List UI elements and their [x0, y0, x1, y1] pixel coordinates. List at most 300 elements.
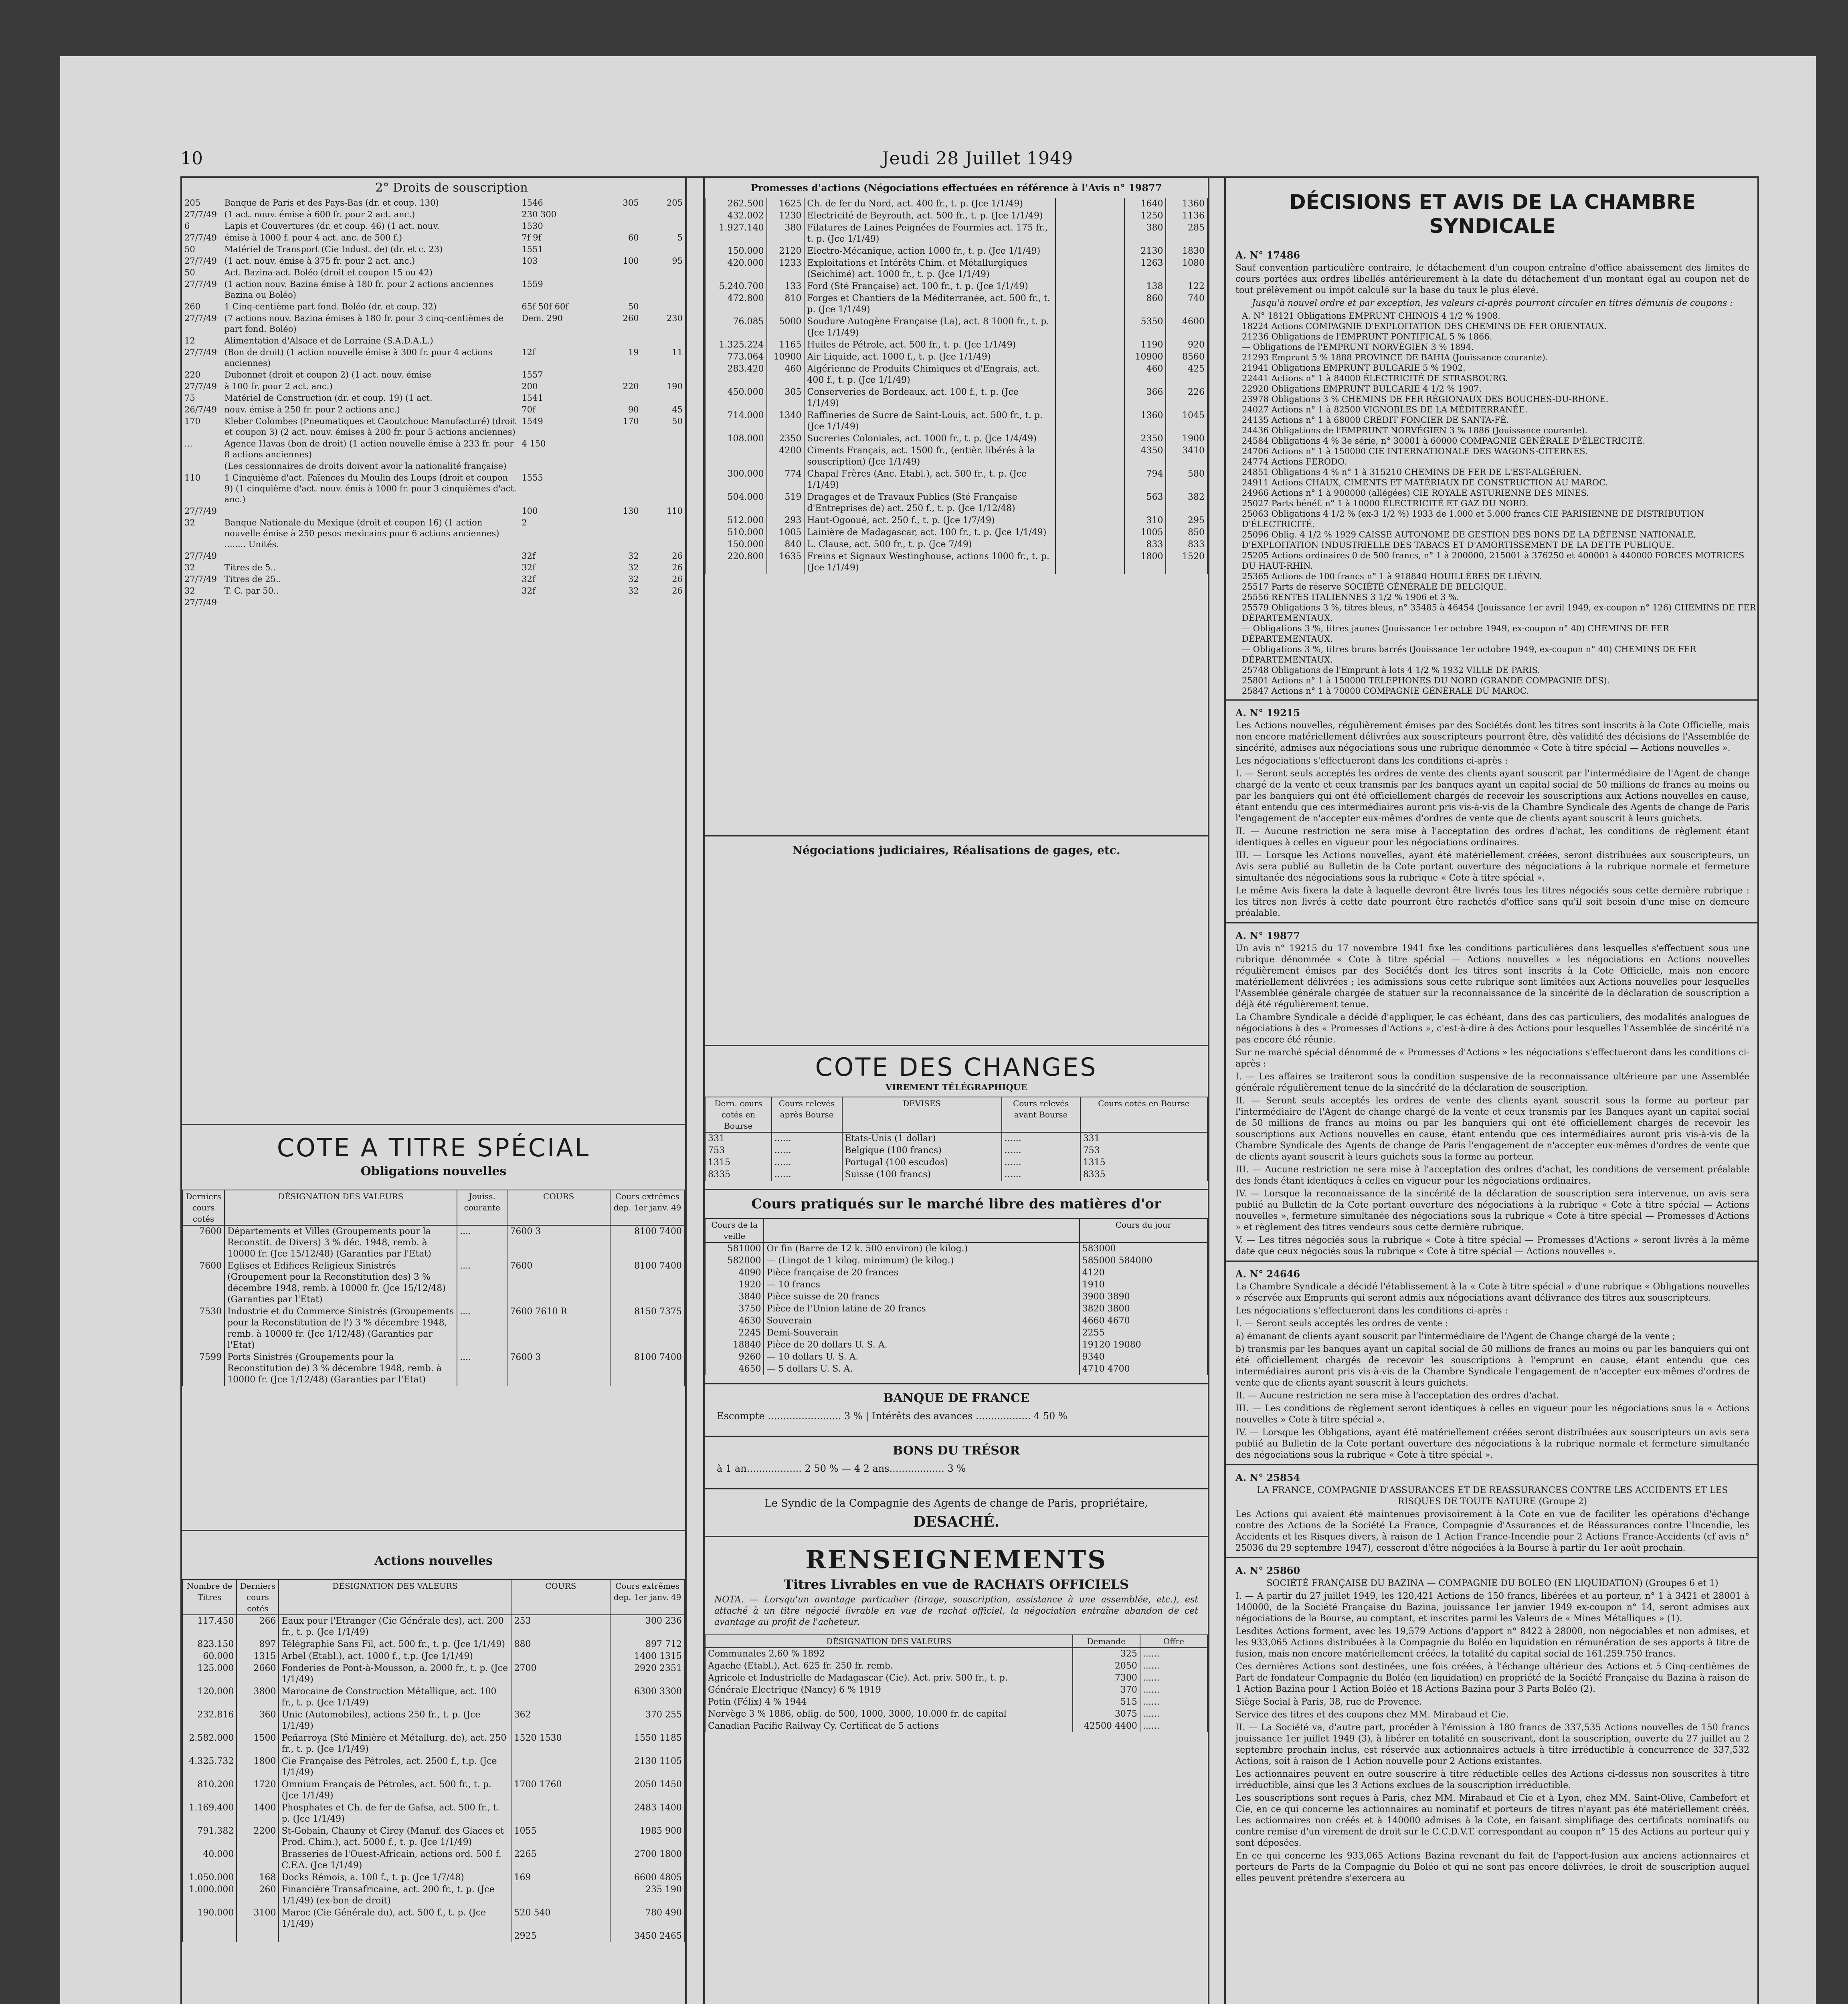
row-date: ... [184, 439, 193, 448]
row-name: nouv. émise à 250 fr. pour 2 actions anc.) [224, 405, 400, 414]
promesses-section [705, 178, 1208, 835]
or-title: Cours pratiqués sur le marché libre des matières d'or [751, 1196, 1161, 1212]
row-previous: 582000 [705, 1255, 764, 1267]
table-row [705, 1339, 1207, 1351]
row-name: Générale Electrique (Nancy) 6 % 1919 [705, 1684, 1073, 1696]
row-date: 27/7/49 [184, 551, 217, 561]
row-demand: 42500 4400 [1073, 1720, 1140, 1732]
row-previous: 3750 [705, 1303, 764, 1315]
row-name: Ford (Sté Française) act. 100 fr., t. p. (Jce 1/1/49) [804, 281, 1055, 293]
row-cours: 2700 [511, 1663, 610, 1686]
list-item: — Obligations de l'EMPRUNT NORVÉGIEN 3 % 1894. [1242, 342, 1474, 352]
table-row [182, 550, 685, 562]
table-row [705, 1169, 1207, 1181]
paragraph: Les actionnaires peuvent en outre souscrire à titre réductible celles des Actions ci-dessus non souscrites à titre irréductible, ainsi que les 3 Actions exclues de la souscription irréductible. [1235, 1769, 1749, 1790]
row-name: Unic (Automobiles), actions 250 fr., t. p. (Jce 1/1/49) [279, 1709, 511, 1732]
row-demand: 7300 [1073, 1672, 1140, 1684]
table-row [182, 505, 685, 517]
row-high [597, 279, 641, 301]
table-row [182, 472, 685, 505]
row-name: Omnium Français de Pétroles, act. 500 fr., t. p. (Jce 1/1/49) [279, 1779, 511, 1802]
row-count: 510.000 [705, 527, 767, 539]
paragraph: Les souscriptions sont reçues à Paris, chez MM. Mirabaud et Cie et à Lyon, chez MM. Saint-Olive, Cambefort et Cie, en ce qui concerne les actionnaires au nominatif et porteurs de titres n'ayant pas été matériellement créés. Les actionnaires non créés et à 140000 admises à la Cote, en faisant simplifiage des certificats nominatifs ou contre remise d'un virement de droit sur le C.C.D.V.T. correspondant au coupon n° 15 des Actions au porteur qui y sont déposées. [1235, 1793, 1749, 1848]
table-row [705, 527, 1207, 539]
row-demand: 325 [1073, 1648, 1140, 1660]
row-name: Raffineries de Sucre de Saint-Louis, act. 500 fr., t. p. (Jce 1/1/49) [804, 410, 1055, 433]
row-currency: Belgique (100 francs) [842, 1145, 1002, 1157]
row-high: 10900 [1124, 351, 1166, 363]
changes-title: COTE DES CHANGES [815, 1053, 1098, 1082]
row-name: Marocaine de Construction Métallique, act. 100 fr., t. p. (Jce 1/1/49) [279, 1686, 511, 1709]
row-current: 2255 [1080, 1327, 1207, 1339]
row-current: 585000 584000 [1080, 1255, 1207, 1267]
row-extremes: 3450 2465 [610, 1930, 685, 1942]
paragraph: I. — Seront seuls acceptés les ordres de vente des clients ayant souscrit par l'intermédiaire de l'Agent de change chargé de la vente et ceux transmis par les banques ayant un capital social de 50 millions de francs au moins ou par les banquiers qui ont été officiellement chargés de recevoir les souscriptions aux Actions nouvelles en cause, étant entendu que ces intermédiaires auront pris vis-à-vis de la Chambre Syndicale des Agents de change de Paris l'engagement de n'accepter eux-mêmes d'ordres de vente que de clients ayant souscrit à leurs guichets. [1235, 769, 1749, 824]
column-header: DÉSIGNATION DES VALEURS [705, 1635, 1073, 1648]
column-header: Derniers cours cotés [182, 1190, 224, 1225]
row-name: Canadian Pacific Railway Cy. Certificat de 5 actions [705, 1720, 1073, 1732]
row-extremes: 6600 4805 [610, 1872, 685, 1884]
paragraph: La Chambre Syndicale a décidé d'appliquer, le cas échéant, dans des cas particuliers, des modalités analogues de négociations à des « Promesses d'Actions », c'est-à-dire à des Actions pour lesquelles l'Assemblée de sincérité n'a pas encore été réunie. [1235, 1012, 1749, 1045]
paragraph: III. — Les conditions de règlement seront identiques à celles en vigueur pour les négociations sous la « Actions nouvelles » Cote à titre spécial ». [1235, 1404, 1749, 1425]
row-name: Or fin (Barre de 12 k. 500 environ) (le kilog.) [764, 1242, 1079, 1255]
row-name: (Les cessionnaires de droits doivent avoir la nationalité française) [224, 461, 507, 471]
row-high [597, 472, 641, 505]
row-high: 794 [1124, 468, 1166, 491]
table-row [705, 551, 1207, 574]
column-header: Derniers cours cotés [237, 1580, 279, 1615]
row-last-price: 1165 [767, 339, 805, 351]
column-header: DÉSIGNATION DES VALEURS [279, 1580, 511, 1615]
row-high: 4350 [1124, 445, 1166, 468]
paragraph: Lesdites Actions forment, avec les 19,579 Actions d'apport n° 8422 à 28000, non négociables et non admises, et les 933,065 Actions distribuées à la Compagnie du Boléo en liquidation en rémunération de ses apports à titre de fusion, mais non encore matériellement créées, la totalité du capital social de 161.259.750 francs. [1235, 1626, 1749, 1659]
row-name: Banque Nationale du Mexique (droit et coupon 16) (1 action nouvelle émise à 250 pesos mexicains pour 6 actions anciennes) ........ Unités. [224, 518, 499, 549]
table-row [182, 517, 685, 550]
row-previous: 331 [705, 1132, 772, 1145]
row-last-price: 810 [767, 293, 805, 316]
paragraph: Le même Avis fixera la date à laquelle devront être livrés tous les titres négociés sous cette dernière rubrique : les titres non livrés à cette date pourront être rachetés d'office sans qu'il soit besoin d'une mise en demeure préalable. [1235, 886, 1749, 918]
row-name: Pièce de l'Union latine de 20 francs [764, 1303, 1079, 1315]
row-low: 50 [672, 416, 683, 426]
row-high [597, 597, 641, 608]
cote-special-title: COTE A TITRE SPÉCIAL [277, 1133, 590, 1162]
row-extremes: 2700 1800 [610, 1848, 685, 1872]
paragraph: I. — Seront seuls acceptés les ordres de vente : [1235, 1319, 1448, 1329]
row-count: 450.000 [705, 386, 767, 410]
row-low: 26 [672, 574, 683, 584]
row-cours [1055, 491, 1124, 515]
row-cours [1055, 222, 1124, 245]
table-row [705, 1684, 1207, 1696]
row-after: ...... [772, 1145, 842, 1157]
header-row [705, 1097, 1207, 1132]
row-cours: 1700 1760 [511, 1779, 610, 1802]
row-last-price: 1005 [767, 527, 805, 539]
column-header: COURS [507, 1190, 610, 1225]
row-price: 1555 [522, 473, 543, 483]
row-last-price: 1500 [237, 1732, 279, 1756]
row-cours: 362 [511, 1709, 610, 1732]
row-last-price: 5000 [767, 316, 805, 339]
row-last-price: 380 [767, 222, 805, 245]
row-date: 26/7/49 [184, 405, 217, 414]
row-previous: 1920 [705, 1279, 764, 1291]
row-name: — 10 dollars U. S. A. [764, 1351, 1079, 1363]
row-high: 2350 [1124, 433, 1166, 445]
row-high: 220 [623, 382, 639, 391]
table-row [705, 491, 1207, 515]
table-row [705, 257, 1207, 281]
avis-25854-number: A. N° 25854 [1235, 1472, 1300, 1483]
row-low: 205 [666, 198, 683, 208]
row-last-price: 305 [767, 386, 805, 410]
negociations-title: Négociations judiciaires, Réalisations de gages, etc. [792, 844, 1120, 857]
row-name: Alimentation d'Alsace et de Lorraine (S.A.D.A.L.) [224, 336, 433, 345]
row-low [641, 369, 685, 381]
list-item: 24027 Actions n° 1 à 82500 VIGNOBLES DE LA MÉDITERRANÉE. [1242, 405, 1528, 414]
syndic-name: DESACHÉ. [913, 1513, 1000, 1530]
row-offer: ...... [1140, 1720, 1207, 1732]
row-low: 8560 [1166, 351, 1207, 363]
table-row [705, 245, 1207, 257]
row-jouissance: .... [457, 1225, 507, 1260]
row-low: 230 [666, 313, 683, 323]
row-cours [1055, 281, 1124, 293]
row-name: (Bon de droit) (1 action nouvelle émise à 300 fr. pour 4 actions anciennes) [224, 347, 493, 368]
row-name: Agence Havas (bon de droit) (1 action nouvelle émise à 233 fr. pour 8 actions anciennes) [224, 439, 514, 459]
paragraph: II. — Seront seuls acceptés les ordres de vente des clients ayant souscrit sous la forme au porteur par l'intermédiaire de l'Agent de change chargé de la vente et ceux transmis par les Banques ayant un capital social de 50 millions de francs au moins ou par les banquiers qui ont été officiellement chargés de recevoir les souscriptions aux Actions nouvelles en cause, étant entendu que ces intermédiaires auront pris vis-à-vis de la Chambre Syndicale des Agents de change de Paris l'engagement de n'accepter eux-mêmes d'ordres de vente que de clients ayant souscrit à leurs guichets sous la forme au porteur. [1235, 1096, 1749, 1162]
actions-nouvelles-table [182, 1579, 685, 1942]
renseignements-title: RENSEIGNEMENTS [805, 1545, 1107, 1574]
list-item: 24966 Actions n° 1 à 900000 (allégées) CIE ROYALE ASTURIENNE DES MINES. [1242, 488, 1589, 498]
table-row [182, 1872, 685, 1884]
paragraph: En ce qui concerne les 933,065 Actions Bazina revenant du fait de l'apport-fusion aux anciens actionnaires et porteurs de Parts de la Compagnie du Boléo et qui ne sont pas encore délivrées, le droit de souscription auquel elles peuvent prétendre s'exercera au [1235, 1851, 1749, 1883]
row-high [597, 369, 641, 381]
row-low [641, 438, 685, 461]
row-cours: 2265 [511, 1848, 610, 1872]
row-price: 1559 [522, 279, 543, 289]
avis-25860-number: A. N° 25860 [1235, 1565, 1300, 1576]
row-high [597, 267, 641, 279]
table-row [705, 1255, 1207, 1267]
table-row [705, 410, 1207, 433]
paragraph: Un avis n° 19215 du 17 novembre 1941 fixe les conditions particulières dans lesquelles s'effectuent sous une rubrique dénommée « Cote à titre spécial — Actions nouvelles » les négociations en Actions nouvelles régulièrement émises par des Sociétés dont les titres sont inscrits à la Cote Officielle, mais non encore matériellement délivrées ; les admissions sous cette rubrique sont limitées aux Actions nouvelles pour lesquelles l'Assemblée générale chargée de statuer sur la reconnaissance de la sincérité de la déclaration de souscription a déjà été régulièrement tenue. [1235, 943, 1749, 1010]
row-offer: ...... [1140, 1696, 1207, 1708]
row-date: 32 [184, 586, 195, 596]
row-last-price: 897 [237, 1638, 279, 1650]
table-row [182, 244, 685, 255]
table-row [182, 1848, 685, 1872]
row-price: Dem. 290 [522, 313, 563, 323]
row-previous: 8335 [705, 1169, 772, 1181]
row-extremes: 780 490 [610, 1907, 685, 1930]
table-row [182, 335, 685, 347]
list-item: 25205 Actions ordinaires 0 de 500 francs, n° 1 à 200000, 215001 à 376250 et 400001 à 440000 FORCES MOTRICES DU HAUT-RHIN. [1242, 551, 1745, 571]
row-high: 2130 [1124, 245, 1166, 257]
row-date: 12 [184, 336, 195, 345]
row-name: Haut-Ogooué, act. 250 f., t. p. (Jce 1/7/49) [804, 515, 1055, 527]
row-current: 8335 [1080, 1169, 1207, 1181]
row-high: 5350 [1124, 316, 1166, 339]
list-item: 24774 Actions FERODO. [1242, 457, 1347, 467]
table-row [182, 1351, 685, 1386]
row-last-price: 3100 [237, 1907, 279, 1930]
list-item: 23978 Obligations 3 % CHEMINS DE FER RÉGIONAUX DES BOUCHES-DU-RHONE. [1242, 394, 1609, 404]
table-row [705, 1242, 1207, 1255]
table-row [705, 1303, 1207, 1315]
row-last-price: 4200 [767, 445, 805, 468]
row-last-price: 133 [767, 281, 805, 293]
avis-25860-heading: SOCIÉTÉ FRANÇAISE DU BAZINA — COMPAGNIE DU BOLEO (EN LIQUIDATION) (Groupes 6 et 1) [1266, 1578, 1719, 1588]
table-row [705, 1696, 1207, 1708]
row-high: 563 [1124, 491, 1166, 515]
row-name: Agache (Etabl.), Act. 625 fr. 250 fr. remb. [705, 1660, 1073, 1672]
row-cours [1055, 445, 1124, 468]
row-high: 860 [1124, 293, 1166, 316]
row-last-price: 1720 [237, 1779, 279, 1802]
row-current: 4660 4670 [1080, 1315, 1207, 1327]
row-before: ...... [1002, 1145, 1080, 1157]
column-header: DEVISES [842, 1097, 1002, 1132]
row-last-price: 519 [767, 491, 805, 515]
avis-19877-number: A. N° 19877 [1235, 930, 1300, 941]
row-name: (7 actions nouv. Bazina émises à 180 fr. pour 3 cinq-centièmes de part fond. Boléo) [224, 313, 504, 334]
row-extremes: 2920 2351 [610, 1663, 685, 1686]
table-row [705, 222, 1207, 245]
row-name: Agricole et Industrielle de Madagascar (Cie). Act. priv. 500 fr., t. p. [705, 1672, 1073, 1684]
row-date: 110 [184, 473, 201, 483]
table-row [182, 416, 685, 438]
row-cours: 169 [511, 1872, 610, 1884]
row-low: 190 [666, 382, 683, 391]
row-last-price: 1635 [767, 551, 805, 574]
row-previous: 1315 [705, 1157, 772, 1169]
row-high: 366 [1124, 386, 1166, 410]
row-current: 3900 3890 [1080, 1291, 1207, 1303]
table-row [705, 1648, 1207, 1660]
table-row [705, 198, 1207, 210]
row-count: 1.325.224 [705, 339, 767, 351]
row-low: 920 [1166, 339, 1207, 351]
row-extremes: 1550 1185 [610, 1732, 685, 1756]
row-high: 32 [628, 563, 639, 572]
list-item: 18224 Actions COMPAGNIE D'EXPLOITATION DES CHEMINS DE FER ORIENTAUX. [1242, 321, 1607, 331]
row-low: 850 [1166, 527, 1207, 539]
row-name: à 100 fr. pour 2 act. anc.) [224, 382, 333, 391]
row-last-price: 293 [767, 515, 805, 527]
column-header: Cours de la veille [705, 1218, 764, 1242]
list-item: 24584 Obligations 4 % 3e série, n° 30001 à 60000 COMPAGNIE GÉNÉRALE D'ÉLECTRICITÉ. [1242, 436, 1646, 446]
row-count: 283.420 [705, 363, 767, 386]
column-header: Jouiss. courante [457, 1190, 507, 1225]
page-number: 10 [180, 148, 203, 169]
row-high [597, 209, 641, 220]
row-name: Chapal Frères (Anc. Etabl.), act. 500 fr., t. p. (Jce 1/1/49) [804, 468, 1055, 491]
row-extremes: 6300 3300 [610, 1686, 685, 1709]
table-row [182, 220, 685, 232]
row-extremes: 2130 1105 [610, 1756, 685, 1779]
row-count: 117.450 [182, 1615, 237, 1638]
row-count: 125.000 [182, 1663, 237, 1686]
row-offer: ...... [1140, 1648, 1207, 1660]
list-item: 24706 Actions n° 1 à 150000 CIE INTERNATIONALE DES WAGONS-CITERNES. [1242, 446, 1588, 456]
row-cours: 1055 [511, 1825, 610, 1848]
row-name: Lapis et Couvertures (dr. et coup. 46) (1 act. nouv. [224, 221, 440, 231]
row-last-price: 260 [237, 1884, 279, 1907]
table-row [182, 1884, 685, 1907]
table-row [705, 1327, 1207, 1339]
paragraph: II. — Aucune restriction ne sera mise à l'acceptation des ordres d'achat. [1235, 1391, 1559, 1401]
table-row [182, 209, 685, 220]
row-high: 380 [1124, 222, 1166, 245]
row-cours [511, 1884, 610, 1907]
row-extremes: 897 712 [610, 1638, 685, 1650]
row-low: 3410 [1166, 445, 1207, 468]
column-header: Cours relevés avant Bourse [1002, 1097, 1080, 1132]
row-cours [1055, 551, 1124, 574]
row-date: 75 [184, 393, 195, 403]
paragraph: I. — A partir du 27 juillet 1949, les 120,421 Actions de 150 francs, libérées et au porteur, n° 1 à 3421 et 28001 à 140000, de la Société Française du Bazina, jouissance 1er janvier 1949 ex-coupon n° 14, seront admises aux négociations de la Bourse, au comptant, et inscrites parmi les Valeurs de « Mines Métalliques » (1). [1235, 1591, 1749, 1624]
row-high: 32 [628, 574, 639, 584]
row-count: 220.800 [705, 551, 767, 574]
row-high [597, 517, 641, 550]
row-last-price: 1315 [237, 1650, 279, 1663]
table-row [705, 1363, 1207, 1375]
table-row [182, 1802, 685, 1825]
row-cours [1055, 257, 1124, 281]
row-count: 432.002 [705, 210, 767, 222]
table-row [705, 468, 1207, 491]
row-current: 4710 4700 [1080, 1363, 1207, 1375]
row-low: 1360 [1166, 198, 1207, 210]
row-name: Pièce de 20 dollars U. S. A. [764, 1339, 1079, 1351]
row-name: Peñarroya (Sté Minière et Métallurg. de), act. 250 fr., t. p. (Jce 1/1/49) [279, 1732, 511, 1756]
avis-25854-heading: LA FRANCE, COMPAGNIE D'ASSURANCES ET DE REASSURANCES CONTRE LES ACCIDENTS ET LES RISQUES DE TOUTE NATURE (Groupe 2) [1257, 1485, 1728, 1507]
row-offer: ...... [1140, 1708, 1207, 1720]
row-price: 1546 [522, 198, 543, 208]
row-high: 1800 [1124, 551, 1166, 574]
paragraph: II. — Aucune restriction ne sera mise à l'acceptation des ordres d'achat, les conditions de règlement étant identiques à celles en vigueur pour les négociations ordinaires. [1235, 826, 1749, 848]
row-last-price [237, 1930, 279, 1942]
table-row [705, 515, 1207, 527]
row-cours [1055, 363, 1124, 386]
row-name: — 10 francs [764, 1279, 1079, 1291]
avis-19877-body [1226, 943, 1759, 1257]
table-row [705, 1672, 1207, 1684]
row-date: 260 [184, 302, 201, 311]
row-extremes: 8100 7400 [610, 1260, 685, 1306]
list-item: 25063 Obligations 4 1/2 % (ex-3 1/2 %) 1933 de 1.000 et 5.000 francs CIE PARISIENNE DE DISTRIBUTION D'ÉLECTRICITÉ. [1242, 509, 1704, 529]
cote-special-section [182, 1125, 685, 1530]
row-count: 2.582.000 [182, 1732, 237, 1756]
row-name: L. Clause, act. 500 fr., t. p. (Jce 7/49) [804, 539, 1055, 551]
row-name: Exploitations et Intérêts Chim. et Métallurgiques (Seichimé) act. 1000 fr., t. p. (Jce 1/1/49) [804, 257, 1055, 281]
table-row [182, 585, 685, 597]
row-count: 504.000 [705, 491, 767, 515]
table-row [182, 562, 685, 574]
column-header: Nombre de Titres [182, 1580, 237, 1615]
table-row [182, 574, 685, 585]
row-name: 1 Cinquième d'act. Faïences du Moulin des Loups (droit et coupon 9) (1 cinquième d'act. nouv. émis à 1000 fr. pour 3 cinquièmes d'act. anc.) [224, 473, 517, 504]
table-row [182, 392, 685, 404]
row-high: 60 [628, 233, 639, 242]
row-high: 32 [628, 551, 639, 561]
paragraph: IV. — Lorsque les Obligations, ayant été matériellement créées seront distribuées aux souscripteurs un avis sera publié au Bulletin de la Cote portant ouverture des négociations à la rubrique normale et fermeture simultanée des négociations sous la rubrique « Cote à titre spécial ». [1235, 1428, 1749, 1460]
row-date: 220 [184, 370, 201, 380]
page-frame [180, 176, 1759, 2004]
avis-25860-body [1226, 1591, 1759, 1884]
row-name: Ports Sinistrés (Groupements pour la Reconstitution de) 3 % décembre 1948, remb. à 10000 fr. (Jce 1/12/48) (Garanties par l'Etat) [224, 1351, 457, 1386]
row-name: Phosphates et Ch. de fer de Gafsa, act. 500 fr., t. p. (Jce 1/1/49) [279, 1802, 511, 1825]
row-low: 1045 [1166, 410, 1207, 433]
table-row [705, 1351, 1207, 1363]
avis-17486-list [1226, 311, 1759, 696]
row-name: Dragages et de Travaux Publics (Sté Française d'Entreprises de) act. 250 f., t. p. (Jce 1/12/48) [804, 491, 1055, 515]
row-low [641, 209, 685, 220]
changes-subtitle: VIREMENT TÉLÉGRAPHIQUE [885, 1082, 1027, 1092]
row-last-price: 2200 [237, 1825, 279, 1848]
row-low: 1136 [1166, 210, 1207, 222]
row-count: 232.816 [182, 1709, 237, 1732]
row-offer: ...... [1140, 1684, 1207, 1696]
column-middle [703, 178, 1209, 2004]
row-name: Docks Rémois, a. 100 f., t. p. (Jce 1/7/48) [279, 1872, 511, 1884]
row-high [597, 438, 641, 461]
column-header: Demande [1073, 1635, 1140, 1648]
row-price [519, 597, 597, 608]
table-row [705, 1720, 1207, 1732]
table-row [705, 433, 1207, 445]
page-date: Jeudi 28 Juillet 1949 [882, 148, 1074, 169]
row-current: 331 [1080, 1132, 1207, 1145]
avis-19215-number: A. N° 19215 [1235, 707, 1300, 719]
table-row [705, 1157, 1207, 1169]
paragraph: Ces dernières Actions sont destinées, une fois créées, à l'échange ultérieur des Actions et 5 Cinq-centièmes de Part de fondateur Compagnie du Boléo (en liquidation) en propriété de la Société Française du Bazina à raison de 1 Action Bazina pour 1 Action Boléo et 18 Actions Bazina pour 3 Parts Boléo (2). [1235, 1662, 1749, 1694]
row-name: — (Lingot de 1 kilog. minimum) (le kilog.) [764, 1255, 1079, 1267]
avis-24646-number: A. N° 24646 [1235, 1268, 1300, 1280]
row-high [597, 220, 641, 232]
row-date: 6 [184, 221, 190, 231]
row-name: Pièce française de 20 frances [764, 1267, 1079, 1279]
column-header: Dern. cours cotés en Bourse [705, 1097, 772, 1132]
row-low: 425 [1166, 363, 1207, 386]
paragraph: II. — La Société va, d'autre part, procéder à l'émission à 180 francs de 337,535 Actions nouvelles de 150 francs jouissance 1er juillet 1949 (3), à libérer en totalité en souscrivant, dont la souscription, ouverte du 27 juillet au 2 septembre prochain inclus, est réservée aux actionnaires actuels à titre irréductible à concurrence de 337,532 Actions, soit à raison de 1 Action nouvelle pour 2 Actions existantes. [1235, 1723, 1749, 1766]
row-high: 1360 [1124, 410, 1166, 433]
row-high: 50 [628, 302, 639, 311]
row-price: 1557 [522, 370, 543, 380]
table-row [182, 1756, 685, 1779]
table-row [182, 404, 685, 416]
paragraph: Les Actions nouvelles, régulièrement émises par des Sociétés dont les titres sont inscrits à la Cote Officielle, mais non encore matériellement délivrées aux souscripteurs pourront être, dès validité des décisions de l'Assemblée de sincérité, admises aux négociations sous une rubrique dénommée « Cote à titre spécial — Actions nouvelles ». [1235, 721, 1749, 753]
table-row [182, 197, 685, 209]
row-cours [1055, 433, 1124, 445]
row-date: 27/7/49 [184, 347, 217, 357]
row-name: Banque de Paris et des Pays-Bas (dr. et coup. 130) [224, 198, 439, 208]
row-name: Arbel (Etabl.), act. 1000 f., t.p. (Jce 1/1/49) [279, 1650, 511, 1663]
syndic-section [705, 1489, 1208, 1536]
row-name: Pièce suisse de 20 francs [764, 1291, 1079, 1303]
column-right [1224, 178, 1759, 2004]
row-extremes: 1985 900 [610, 1825, 685, 1848]
row-cours: 2925 [511, 1930, 610, 1942]
row-name: Industrie et du Commerce Sinistrés (Groupements pour la Reconstitution de l') 3 % décembre 1948, remb. à 10000 fr. (Jce 1/12/48) (Garanties par l'Etat) [224, 1306, 457, 1351]
row-name [222, 505, 520, 517]
list-item: 25556 RENTES ITALIENNES 3 1/2 % 1906 et 3 %. [1242, 592, 1459, 602]
row-name: Air Liquide, act. 1000 f., t. p. (Jce 1/1/49) [804, 351, 1055, 363]
table-row [182, 279, 685, 301]
row-low: 580 [1166, 468, 1207, 491]
row-cours [1055, 245, 1124, 257]
